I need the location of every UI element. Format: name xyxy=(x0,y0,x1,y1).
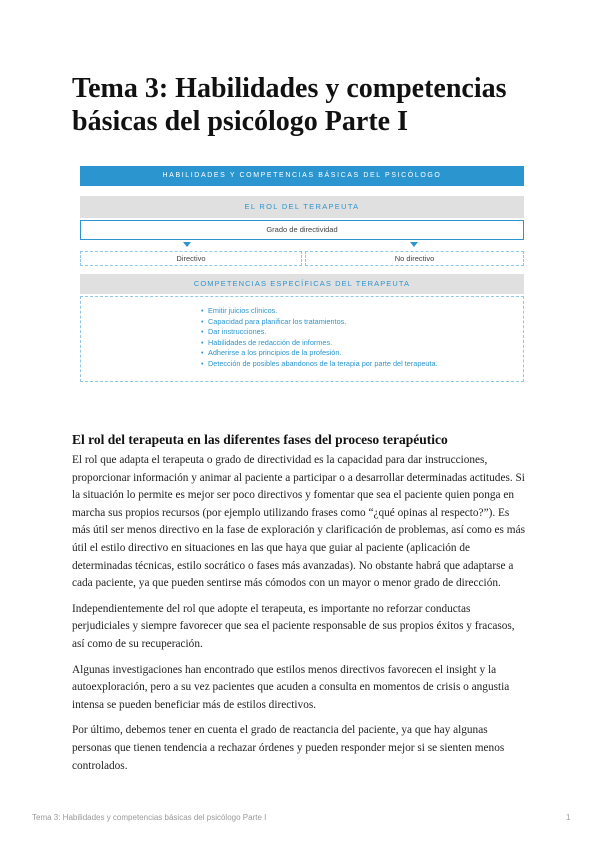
bullet-icon: • xyxy=(201,358,204,368)
page-title: Tema 3: Habilidades y competencias básicas del psicólogo Parte I xyxy=(72,73,507,137)
list-item: • Capacidad para planificar los tratamientos. xyxy=(201,316,347,326)
section-heading: El rol del terapeuta en las diferentes fases del proceso terapéutico xyxy=(72,432,448,447)
competencias-diagram xyxy=(80,166,524,382)
diagram-header: HABILIDADES Y COMPETENCIAS BÁSICAS DEL PSICÓLOGO xyxy=(80,166,524,186)
rol-terapeuta-bar: EL ROL DEL TERAPEUTA xyxy=(80,196,524,218)
option-directivo: Directivo xyxy=(80,251,302,266)
list-item: • Adherirse a los principios de la profesión. xyxy=(201,348,342,357)
arrow-down-icon xyxy=(410,242,418,247)
competencias-list xyxy=(201,306,438,369)
bullet-icon: • xyxy=(201,327,204,336)
option-no-directivo: No directivo xyxy=(305,251,524,266)
bullet-icon: • xyxy=(201,348,204,357)
paragraph: Independientemente del rol que adopte el terapeuta, es importante no reforzar conductas perjudiciales y siempre favorecer que sea el paciente responsable de sus propios éxitos y fracasos, así como de su recuperación. xyxy=(72,602,515,650)
paragraph: Algunas investigaciones han encontrado que estilos menos directivos favorecen el insight y la autoexploración, pero a su vez pacientes que acuden a consulta en momentos de crisis o angustia intensa se pueden beneficiar más de estilos directivos. xyxy=(72,663,510,711)
list-item: • Detección de posibles abandonos de la terapia por parte del terapeuta. xyxy=(201,358,438,368)
list-item: • Dar instrucciones. xyxy=(201,327,267,336)
footer-title: Tema 3: Habilidades y competencias básicas del psicólogo Parte I xyxy=(32,813,267,822)
bullet-icon: • xyxy=(201,316,204,326)
arrow-down-icon xyxy=(183,242,191,247)
bullet-icon: • xyxy=(201,306,204,315)
page-number: 1 xyxy=(566,813,571,822)
competencias-bar: COMPETENCIAS ESPECÍFICAS DEL TERAPEUTA xyxy=(80,274,524,294)
list-item: • Habilidades de redacción de informes. xyxy=(201,337,333,347)
paragraph: El rol que adapta el terapeuta o grado de directividad es la capacidad para dar instrucciones, proporcionar información y animar al paciente a participar o a desarrollar determinadas actitudes. Si la situación lo permite es mejor ser poco directivos y fomentar que sea el paciente quien ponga en marcha sus propios recursos (por ejemplo utilizando frases como “¿qué opinas al respecto?”). Es más útil ser menos directivo en la fase de exploración y clarificación de problemas, así como es más útil el estilo directivo en situaciones en las que haya que guiar al paciente (aplicación de determinadas técnicas, estilo socrático o fases más avanzadas). No obstante habrá que adaptarse a cada paciente, ya que pueden sentirse más cómodos con un mayor o menor grado de dirección. xyxy=(72,454,525,590)
competencias-list-box xyxy=(80,296,524,382)
body-text xyxy=(72,452,528,783)
bullet-icon: • xyxy=(201,337,204,347)
list-item: • Emitir juicios clínicos. xyxy=(201,306,278,315)
paragraph: Por último, debemos tener en cuenta el grado de reactancia del paciente, ya que hay algunas personas que tienen tendencia a rechazar órdenes y pueden responder mejor si se sienten menos controlados. xyxy=(72,724,505,772)
grado-directividad-box: Grado de directividad xyxy=(80,220,524,240)
